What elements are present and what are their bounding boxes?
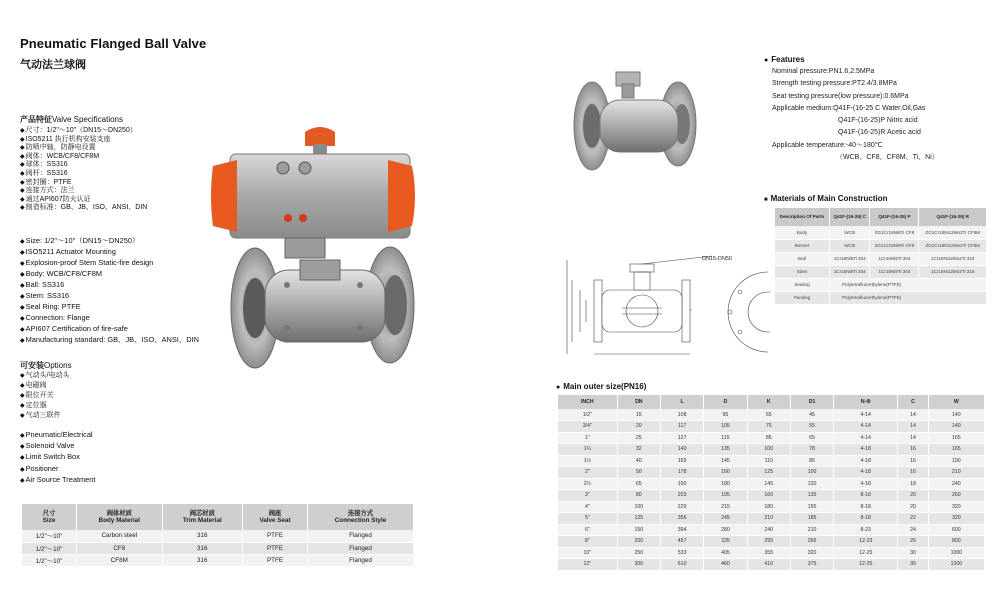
options-list-english: [20, 430, 95, 486]
table-header: L: [660, 395, 703, 409]
table-cell: Ball: [775, 252, 829, 265]
table-cell: WCB: [829, 239, 870, 252]
table-cell: Stem: [775, 265, 829, 278]
spec-item-en: ◆ Explosion-proof Stem Static-fire design: [20, 258, 199, 269]
header-en: Connection Style: [334, 517, 387, 524]
option-item-en: ◆ Pneumatic/Electrical: [20, 430, 95, 441]
table-cell: 300: [617, 559, 660, 571]
features-list: [772, 66, 939, 164]
spec-item-cn: ◆ 密封圈：PTFE: [20, 179, 147, 188]
table-cell: Flanged: [308, 530, 414, 542]
table-cell: 165: [928, 432, 984, 444]
table-cell: 6": [558, 524, 617, 536]
option-item-en: ◆ Solenoid Valve: [20, 441, 95, 452]
table-row: [22, 530, 414, 542]
table-header: [243, 504, 308, 530]
table-cell: 120: [790, 478, 833, 490]
spec-item-en: ◆ Connection: Flange: [20, 313, 199, 324]
table-header: INCH: [558, 395, 617, 409]
table-row: [558, 467, 985, 479]
materials-construction-heading: ■ Materials of Main Construction: [764, 194, 888, 203]
table-cell: 12-25: [834, 559, 898, 571]
table-cell: Bonnet: [775, 239, 829, 252]
table-cell: 229: [660, 501, 703, 513]
table-cell: 180: [704, 478, 747, 490]
table-header: [77, 504, 162, 530]
table-cell: 800: [928, 536, 984, 548]
table-cell: 117: [660, 421, 703, 433]
table-cell: 14: [898, 409, 928, 421]
table-cell: 105: [704, 421, 747, 433]
table-row: [775, 265, 987, 278]
table-cell: Flanged: [308, 542, 414, 554]
table-cell: 30: [898, 559, 928, 571]
table-header: Description Of Parts: [775, 208, 829, 226]
table-cell: 280: [704, 524, 747, 536]
table-cell: 4-14: [834, 409, 898, 421]
table-cell: 457: [660, 536, 703, 548]
table-cell: 12-23: [834, 536, 898, 548]
table-cell: 533: [660, 547, 703, 559]
table-cell: 185: [790, 513, 833, 525]
spec-item-cn: ◆ 通过API607防火认证: [20, 196, 147, 205]
table-cell: 115: [704, 432, 747, 444]
table-cell: 320: [928, 501, 984, 513]
table-cell: 200: [617, 536, 660, 548]
table-cell: 14: [898, 421, 928, 433]
option-item-cn: ◆ 电磁阀: [20, 381, 70, 391]
size-table: [558, 395, 985, 571]
table-cell: 316: [162, 554, 243, 566]
table-cell: 1": [558, 432, 617, 444]
table-cell: PTFE: [243, 554, 308, 566]
table-row: [775, 291, 987, 304]
table-row: [558, 409, 985, 421]
header-cn: 连接方式: [347, 509, 374, 517]
table-cell: 1Cr18Ni9Ti 304: [829, 265, 870, 278]
table-cell: 100: [617, 501, 660, 513]
spec-item-en: ◆ Size: 1/2"～10"（DN15～DN250）: [20, 236, 199, 247]
table-row: [558, 455, 985, 467]
table-cell: 4": [558, 501, 617, 513]
table-cell: 108: [660, 409, 703, 421]
option-item-en: ◆ Air Source Treatment: [20, 475, 95, 486]
table-cell: 110: [747, 455, 790, 467]
header-en: Trim Material: [182, 517, 222, 524]
table-cell: 1¼: [558, 444, 617, 456]
table-cell: 12": [558, 559, 617, 571]
table-cell: 2½: [558, 478, 617, 490]
table-cell: 320: [790, 547, 833, 559]
table-cell: 335: [704, 536, 747, 548]
table-cell: 1000: [928, 547, 984, 559]
table-row: [558, 524, 985, 536]
table-cell: 1/2"～10": [22, 554, 77, 566]
table-cell: 26: [898, 536, 928, 548]
table-cell: 65: [747, 409, 790, 421]
specifications-heading: 产品特征Valve Specifications: [20, 115, 123, 124]
table-row: [22, 554, 414, 566]
table-cell: 25: [617, 432, 660, 444]
table-cell: CF8: [77, 542, 162, 554]
table-cell: 460: [704, 559, 747, 571]
table-row: [775, 239, 987, 252]
table-header: N-Φ: [834, 395, 898, 409]
spec-item-cn: ◆ 连接方式：法兰: [20, 187, 147, 196]
table-header: C: [898, 395, 928, 409]
table-cell: 178: [660, 467, 703, 479]
table-cell: Polytetrafluorethylene(PTFE): [829, 278, 986, 291]
spec-item-en: ◆ ISO5211 Actuator Mounting: [20, 247, 199, 258]
table-cell: 355: [747, 547, 790, 559]
table-cell: 140: [928, 421, 984, 433]
table-cell: 320: [928, 513, 984, 525]
table-cell: 145: [704, 455, 747, 467]
feature-strength-pressure: Strength testing pressure:PT2.4/3.8MPa: [772, 80, 897, 88]
table-cell: 125: [617, 513, 660, 525]
page-title-chinese: 气动法兰球阀: [20, 59, 86, 71]
table-cell: 100: [790, 467, 833, 479]
table-cell: 4-14: [834, 421, 898, 433]
table-header: D: [704, 395, 747, 409]
table-cell: 1Cr18Ni12Mo2Ti 316: [919, 265, 987, 278]
table-row: [558, 559, 985, 571]
table-cell: 85: [747, 432, 790, 444]
table-cell: 155: [790, 501, 833, 513]
table-cell: 140: [928, 409, 984, 421]
table-cell: 610: [660, 559, 703, 571]
table-cell: 78: [790, 444, 833, 456]
table-cell: 180: [747, 501, 790, 513]
table-row: [558, 536, 985, 548]
table-cell: 95: [704, 409, 747, 421]
table-cell: 190: [928, 455, 984, 467]
table-cell: 20: [898, 490, 928, 502]
construction-table: [775, 208, 987, 305]
table-cell: 215: [704, 501, 747, 513]
table-cell: 135: [790, 490, 833, 502]
table-header: Q41F-(16-25) C: [829, 208, 870, 226]
table-cell: Carbon steel: [77, 530, 162, 542]
table-cell: 24: [898, 524, 928, 536]
table-cell: 65: [790, 432, 833, 444]
table-cell: 65: [617, 478, 660, 490]
table-cell: 1/2": [558, 409, 617, 421]
header-cn: 阀芯材质: [189, 509, 215, 517]
table-cell: 4-18: [834, 455, 898, 467]
header-cn: 阀体材质: [106, 509, 132, 517]
table-header: [308, 504, 414, 530]
feature-nominal-pressure: Nominal pressure:PN1.6,2.5MPa: [772, 68, 875, 75]
table-cell: 160: [747, 490, 790, 502]
spec-item-en: ◆ Stem: SS316: [20, 291, 199, 302]
table-cell: ZG1Cr18Ni12Mo2Ti CF8M: [919, 226, 987, 239]
table-cell: 100: [747, 444, 790, 456]
spec-item-cn: ◆ 尺寸：1/2"～10"（DN15～DN250）: [20, 127, 147, 136]
spec-item-en: ◆ Seal Ring: PTFE: [20, 302, 199, 313]
spec-item-en: ◆ Ball: SS316: [20, 280, 199, 291]
table-cell: 160: [704, 467, 747, 479]
table-row: [558, 444, 985, 456]
table-cell: 2": [558, 467, 617, 479]
table-cell: 1/2"～10": [22, 530, 77, 542]
spec-item-cn: ◆ ISO5211 执行机构安装支座: [20, 136, 147, 145]
option-item-en: ◆ Limit Switch Box: [20, 452, 95, 463]
table-cell: 210: [790, 524, 833, 536]
table-cell: 18: [898, 478, 928, 490]
table-cell: 22: [898, 513, 928, 525]
table-cell: 356: [660, 513, 703, 525]
table-cell: 8-18: [834, 501, 898, 513]
feature-seat-pressure: Seat testing pressure(low pressure):0.6MPa: [772, 92, 909, 100]
flanged-valve-photo: [568, 70, 703, 180]
table-cell: 1Cr18Ni9Ti 304: [870, 265, 919, 278]
table-cell: 50: [617, 467, 660, 479]
table-cell: 4-14: [834, 432, 898, 444]
table-cell: 600: [928, 524, 984, 536]
table-cell: 3": [558, 490, 617, 502]
header-en: Valve Seat: [259, 517, 291, 524]
spec-item-cn: ◆ 制造标准：GB、JB、ISO、ANSI、DIN: [20, 204, 147, 213]
table-cell: Packing: [775, 291, 829, 304]
table-cell: 4-18: [834, 444, 898, 456]
feature-medium-p: Q41F-(16-25)P Nitric acid: [838, 117, 918, 125]
table-cell: 410: [747, 559, 790, 571]
table-cell: 4-18: [834, 467, 898, 479]
table-header: D1: [790, 395, 833, 409]
table-cell: 1½: [558, 455, 617, 467]
table-row: [775, 226, 987, 239]
table-cell: ZG1Cr18Ni9Ti CF8: [870, 226, 919, 239]
option-item-cn: ◆ 限位开关: [20, 391, 70, 401]
specifications-list-english: [20, 236, 199, 346]
table-row: [558, 478, 985, 490]
table-cell: 20: [898, 501, 928, 513]
table-cell: 145: [747, 478, 790, 490]
table-cell: 190: [660, 478, 703, 490]
table-cell: 240: [928, 478, 984, 490]
option-item-cn: ◆ 定位器: [20, 401, 70, 411]
table-row: [558, 501, 985, 513]
table-cell: 125: [747, 467, 790, 479]
side-view-drawing: [710, 262, 770, 362]
table-cell: 1200: [928, 559, 984, 571]
table-cell: 8-18: [834, 490, 898, 502]
table-row: [22, 542, 414, 554]
table-cell: 316: [162, 530, 243, 542]
table-row: [558, 432, 985, 444]
table-row: [775, 278, 987, 291]
table-cell: 14: [898, 432, 928, 444]
table-header: K: [747, 395, 790, 409]
table-cell: 80: [617, 490, 660, 502]
table-cell: 405: [704, 547, 747, 559]
table-cell: 210: [928, 467, 984, 479]
table-cell: 316: [162, 542, 243, 554]
table-cell: Flanged: [308, 554, 414, 566]
drawing-label: DN15-DN50: [702, 256, 732, 262]
header-en: Size: [42, 517, 56, 524]
main-size-heading: ● Main outer size(PN16): [556, 382, 646, 391]
table-cell: 1Cr18Ni9Ti 304: [829, 252, 870, 265]
materials-table: [22, 504, 414, 567]
table-cell: 260: [928, 490, 984, 502]
table-cell: 3/4": [558, 421, 617, 433]
table-header: Q41F-(16-25) P: [870, 208, 919, 226]
table-cell: 265: [790, 536, 833, 548]
spec-item-en: ◆ Manufacturing standard: GB、JB、ISO、ANSI、DIN: [20, 335, 199, 346]
table-cell: 1Cr18Ni12Mo2Ti 316: [919, 252, 987, 265]
table-cell: 8": [558, 536, 617, 548]
table-header: Q41F-(16-25) R: [919, 208, 987, 226]
table-cell: 16: [898, 444, 928, 456]
table-cell: 240: [747, 524, 790, 536]
table-cell: PTFE: [243, 530, 308, 542]
feature-medium: Applicable medium:Q41F-(16-25 C Water,Oil,Gas: [772, 104, 926, 112]
table-cell: 4-18: [834, 478, 898, 490]
options-list-chinese: [20, 371, 70, 421]
table-cell: 140: [660, 444, 703, 456]
table-cell: 55: [790, 421, 833, 433]
table-cell: 203: [660, 490, 703, 502]
table-cell: 75: [747, 421, 790, 433]
table-cell: 250: [617, 547, 660, 559]
table-cell: 85: [790, 455, 833, 467]
header-en: Body Material: [98, 517, 140, 524]
options-heading: 可安装Options: [20, 361, 72, 370]
table-cell: PTFE: [243, 542, 308, 554]
pneumatic-valve-photo: [205, 110, 420, 430]
table-cell: 8-23: [834, 524, 898, 536]
page-title: Pneumatic Flanged Ball Valve: [20, 36, 207, 51]
table-cell: WCB: [829, 226, 870, 239]
table-cell: 165: [928, 444, 984, 456]
spec-item-en: ◆ API607 Certification of fire-safe: [20, 324, 199, 335]
option-item-en: ◆ Positioner: [20, 464, 95, 475]
table-cell: Sealing: [775, 278, 829, 291]
table-cell: CF8M: [77, 554, 162, 566]
spec-item-en: ◆ Body: WCB/CF8/CF8M: [20, 269, 199, 280]
table-cell: 394: [660, 524, 703, 536]
table-cell: 1Cr18Ni9Ti 304: [870, 252, 919, 265]
table-header: DN: [617, 395, 660, 409]
table-cell: 16: [898, 467, 928, 479]
specifications-list-chinese: [20, 127, 147, 213]
table-cell: 210: [747, 513, 790, 525]
header-cn: 阀座: [268, 509, 282, 517]
table-cell: 195: [704, 490, 747, 502]
table-cell: 32: [617, 444, 660, 456]
table-cell: 375: [790, 559, 833, 571]
table-cell: 295: [747, 536, 790, 548]
table-header: W: [928, 395, 984, 409]
header-cn: 尺寸: [42, 509, 56, 517]
table-cell: 16: [898, 455, 928, 467]
table-cell: 30: [898, 547, 928, 559]
table-cell: Body: [775, 226, 829, 239]
option-item-cn: ◆ 气动三联件: [20, 411, 70, 421]
spec-item-cn: ◆ 球体：SS316: [20, 161, 147, 170]
feature-medium-r: Q41F-(16-25)R Acetic acid: [838, 129, 921, 137]
table-cell: 245: [704, 513, 747, 525]
table-cell: 165: [660, 455, 703, 467]
spec-item-cn: ◆ 阀体：WCB/CF8/CF8M: [20, 153, 147, 162]
spec-item-cn: ◆ 防喷中轴，防静电设置: [20, 144, 147, 153]
table-cell: ZG1Cr18Ni12Mo2Ti CF8M: [919, 239, 987, 252]
table-cell: 15: [617, 409, 660, 421]
features-heading: ● Features: [764, 55, 805, 64]
table-row: [558, 421, 985, 433]
table-header: [162, 504, 243, 530]
option-item-cn: ◆ 气动头/电动头: [20, 371, 70, 381]
table-cell: 10": [558, 547, 617, 559]
spec-item-cn: ◆ 阀杆：SS316: [20, 170, 147, 179]
table-cell: 1/2"～10": [22, 542, 77, 554]
table-cell: 20: [617, 421, 660, 433]
feature-materials-note: （WCB、CF8、CF8M、Ti、Ni）: [836, 154, 939, 162]
table-header: [22, 504, 77, 530]
table-cell: 135: [704, 444, 747, 456]
table-cell: 45: [790, 409, 833, 421]
table-cell: ZG1Cr18Ni9Ti CF8: [870, 239, 919, 252]
table-cell: 12-25: [834, 547, 898, 559]
table-row: [558, 490, 985, 502]
table-cell: 127: [660, 432, 703, 444]
table-cell: 5": [558, 513, 617, 525]
table-row: [558, 547, 985, 559]
table-row: [775, 252, 987, 265]
table-cell: 150: [617, 524, 660, 536]
table-row: [558, 513, 985, 525]
table-cell: 8-18: [834, 513, 898, 525]
table-cell: Polytetrafluorethylene(PTFE): [829, 291, 986, 304]
feature-temperature: Applicable temperature:-40～180℃: [772, 141, 883, 149]
table-cell: 40: [617, 455, 660, 467]
